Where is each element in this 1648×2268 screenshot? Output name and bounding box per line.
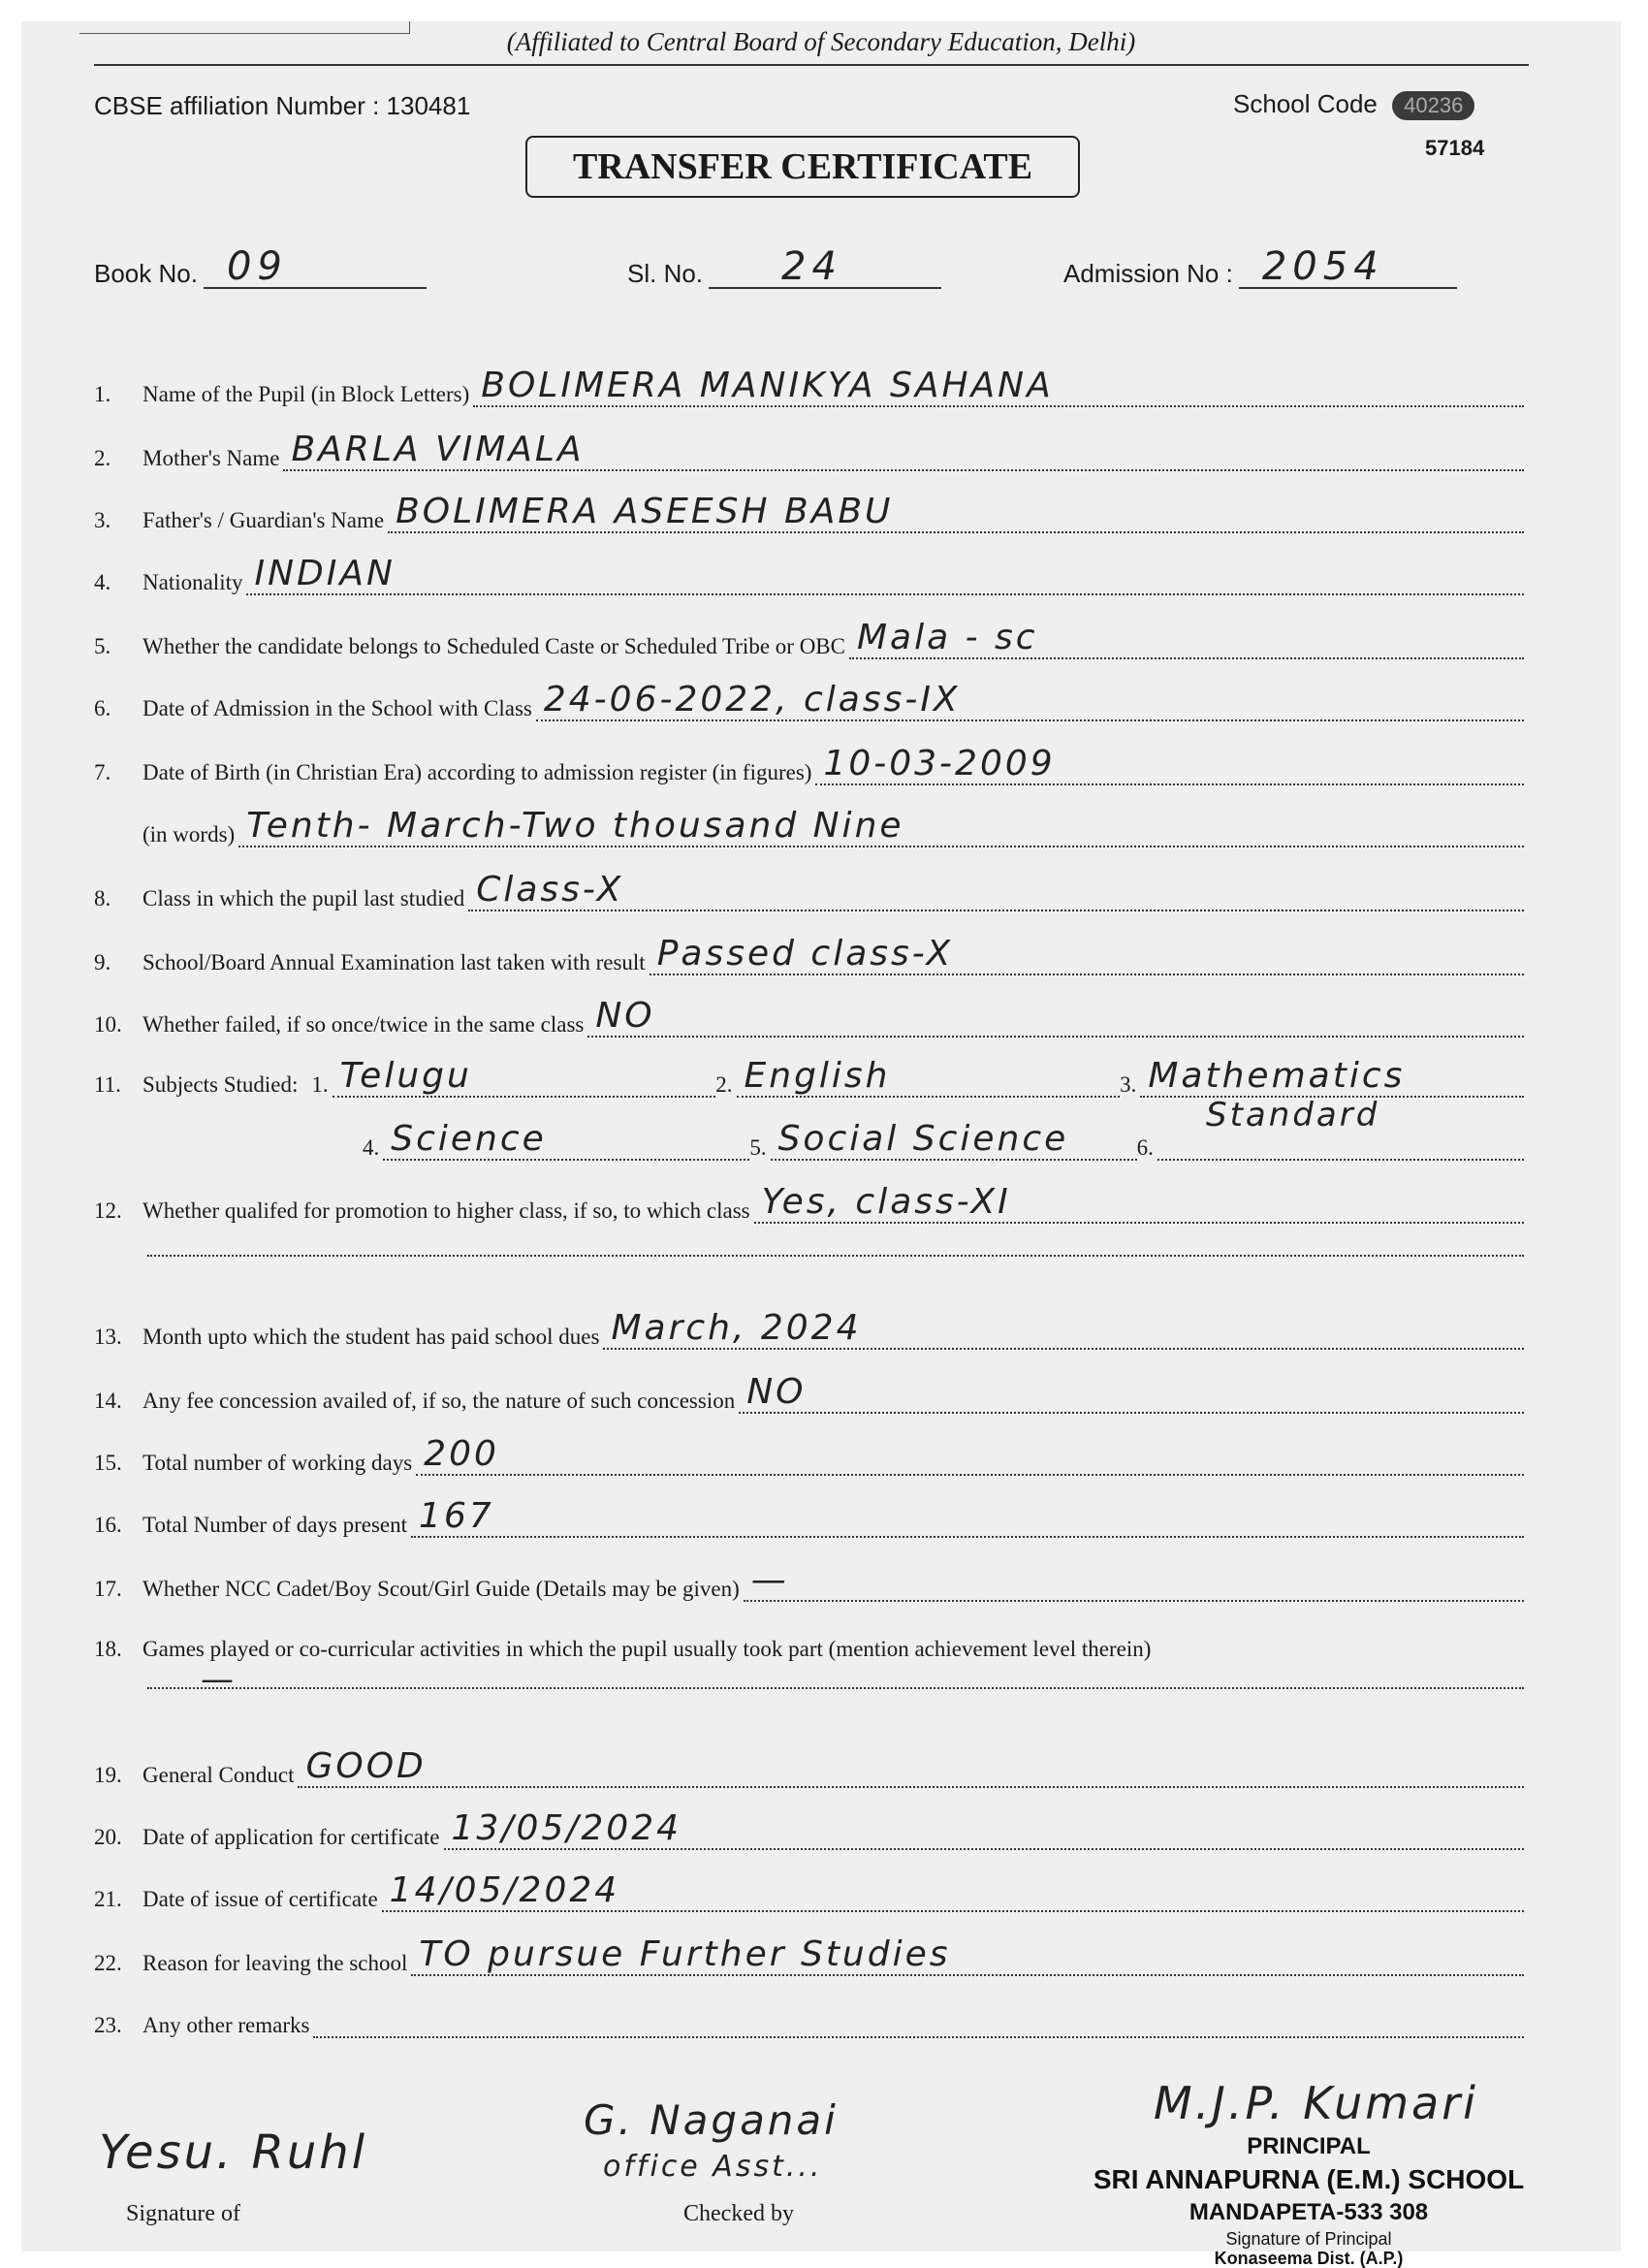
field-number: 5. bbox=[94, 634, 111, 658]
field-label: Whether qualifed for promotion to higher class, if so, to which class bbox=[143, 1198, 750, 1223]
field-label: Any other remarks bbox=[143, 2013, 310, 2037]
field-number: 10. bbox=[94, 1012, 122, 1037]
field-label: Whether failed, if so once/twice in the same class bbox=[143, 1012, 585, 1037]
class-teacher-signature: Yesu. Ruhl bbox=[99, 2125, 368, 2180]
field-label: School/Board Annual Examination last taken with result bbox=[143, 950, 646, 974]
field-number: 9. bbox=[94, 950, 111, 974]
field-value: 167 bbox=[419, 1496, 494, 1536]
field-label: Total Number of days present bbox=[143, 1513, 408, 1537]
blank-line-18 bbox=[147, 1687, 1524, 1689]
field-row bbox=[94, 432, 1524, 471]
sl-no-label: Sl. No. bbox=[627, 259, 704, 288]
subject-2: English bbox=[744, 1056, 891, 1096]
book-no-value: 09 bbox=[226, 244, 288, 289]
field-label: Name of the Pupil (in Block Letters) bbox=[143, 382, 470, 406]
field-row bbox=[94, 1934, 1524, 1976]
field-line bbox=[473, 366, 1524, 407]
field-row bbox=[94, 368, 1524, 407]
book-no-label: Book No. bbox=[94, 259, 198, 288]
field-line bbox=[416, 1434, 1524, 1476]
field-value: Passed class-X bbox=[656, 934, 954, 974]
field-line bbox=[468, 870, 1524, 911]
field-row bbox=[94, 1308, 1524, 1350]
field-value: BARLA VIMALA bbox=[291, 430, 585, 469]
cbse-affiliation-number: CBSE affiliation Number : 130481 bbox=[94, 91, 471, 120]
field-value: 24-06-2022, class-IX bbox=[543, 680, 961, 719]
field-line bbox=[246, 554, 1524, 595]
field-line bbox=[298, 1746, 1524, 1788]
field-line bbox=[411, 1934, 1524, 1976]
field-row bbox=[94, 618, 1524, 659]
field-number: 21. bbox=[94, 1887, 122, 1911]
field-number: 7. bbox=[94, 760, 111, 784]
field-label: Date of Admission in the School with Class bbox=[143, 696, 532, 720]
field-row bbox=[94, 1372, 1524, 1414]
signature-of-label: Signature of bbox=[126, 2201, 240, 2226]
book-no-field bbox=[94, 244, 427, 289]
field-row bbox=[94, 1182, 1524, 1224]
field-label: Total number of working days bbox=[143, 1451, 413, 1475]
field-row bbox=[94, 554, 1524, 595]
field-row bbox=[94, 492, 1524, 533]
field-value: GOOD bbox=[305, 1746, 427, 1786]
checked-by-label: Checked by bbox=[683, 2201, 794, 2226]
field-row bbox=[94, 1434, 1524, 1476]
field-value: INDIAN bbox=[254, 554, 396, 593]
school-code bbox=[1233, 89, 1474, 120]
certificate-page bbox=[21, 21, 1621, 2268]
field-value: Mala - sc bbox=[856, 618, 1038, 657]
field-value: NO bbox=[595, 996, 655, 1036]
field-row bbox=[94, 806, 1524, 847]
field-row bbox=[94, 870, 1524, 911]
field-row bbox=[94, 1746, 1524, 1788]
field-line bbox=[603, 1308, 1524, 1350]
field-line bbox=[849, 618, 1524, 659]
field-number: 13. bbox=[94, 1325, 122, 1349]
field-number: 8. bbox=[94, 886, 111, 910]
checker-role: office Asst... bbox=[603, 2150, 823, 2184]
admission-no-label: Admission No : bbox=[1063, 259, 1233, 288]
subjects-row-1: 11. Subjects Studied: 1. Telugu 2. English 3. Mathematics bbox=[94, 1059, 1524, 1098]
admission-no-field bbox=[1063, 244, 1457, 289]
field-line bbox=[587, 996, 1524, 1038]
field-row bbox=[94, 744, 1524, 785]
certificate-title: TRANSFER CERTIFICATE bbox=[525, 136, 1080, 198]
field-value: NO bbox=[746, 1372, 807, 1412]
field-value: 200 bbox=[424, 1434, 499, 1474]
field-number: 4. bbox=[94, 570, 111, 594]
field-line bbox=[444, 1808, 1524, 1850]
subjects-row-2: 4. Science 5. Social Science 6. bbox=[363, 1122, 1524, 1161]
field-number: 12. bbox=[94, 1198, 122, 1223]
subject-5: Social Science bbox=[777, 1119, 1069, 1159]
field-value: 10-03-2009 bbox=[823, 744, 1056, 783]
school-code-old: 40236 bbox=[1392, 91, 1474, 120]
checker-signature: G. Naganai bbox=[584, 2096, 839, 2144]
field-row bbox=[94, 934, 1524, 975]
school-code-label: School Code bbox=[1233, 89, 1378, 118]
field-row bbox=[94, 996, 1524, 1038]
field-value: BOLIMERA MANIKYA SAHANA bbox=[481, 366, 1054, 405]
field-number: 20. bbox=[94, 1825, 122, 1849]
field-value: — bbox=[201, 1660, 237, 1699]
blank-line-12 bbox=[147, 1255, 1524, 1257]
field-value: Tenth- March-Two thousand Nine bbox=[246, 806, 904, 846]
field-label: Date of issue of certificate bbox=[143, 1887, 378, 1911]
field-row bbox=[94, 1999, 1524, 2038]
field-row bbox=[94, 1560, 1524, 1602]
subjects-label: Subjects Studied: bbox=[143, 1072, 299, 1097]
field-number: 14. bbox=[94, 1389, 122, 1413]
subject-3-note: Standard bbox=[1206, 1096, 1380, 1134]
header-divider bbox=[94, 64, 1529, 66]
field-row bbox=[94, 1496, 1524, 1538]
subject-4: Science bbox=[391, 1119, 547, 1159]
field-label: Nationality bbox=[143, 570, 243, 594]
field-label: Whether NCC Cadet/Boy Scout/Girl Guide (Details may be given) bbox=[143, 1577, 740, 1601]
field-value: 14/05/2024 bbox=[389, 1870, 620, 1910]
field-row bbox=[94, 680, 1524, 721]
field-number: 15. bbox=[94, 1451, 122, 1475]
field-number: 1. bbox=[94, 382, 111, 406]
field-line bbox=[283, 430, 1524, 471]
field-line bbox=[388, 492, 1524, 533]
field-number: 16. bbox=[94, 1513, 122, 1537]
sl-no-field bbox=[627, 244, 941, 289]
field-number: 3. bbox=[94, 508, 111, 532]
field-line bbox=[650, 934, 1524, 975]
field-number: 18. bbox=[94, 1637, 122, 1661]
field-value: Yes, class-XI bbox=[761, 1182, 1011, 1222]
field-label: Whether the candidate belongs to Scheduled Caste or Scheduled Tribe or OBC bbox=[143, 634, 845, 658]
field-value: BOLIMERA ASEESH BABU bbox=[396, 492, 894, 531]
field-row bbox=[94, 1870, 1524, 1912]
field-label: Date of Birth (in Christian Era) according to admission register (in figures) bbox=[143, 760, 812, 784]
field-number: 17. bbox=[94, 1577, 122, 1601]
field-label: Class in which the pupil last studied bbox=[143, 886, 465, 910]
field-line bbox=[238, 806, 1524, 847]
field-value: March, 2024 bbox=[611, 1308, 862, 1348]
field-label: Date of application for certificate bbox=[143, 1825, 440, 1849]
field-value: — bbox=[750, 1560, 789, 1600]
affiliation-line: (Affiliated to Central Board of Secondary Education, Delhi) bbox=[506, 27, 1136, 56]
field-label: Mother's Name bbox=[143, 446, 280, 470]
field-label: Reason for leaving the school bbox=[143, 1951, 408, 1975]
subject-1: Telugu bbox=[339, 1056, 472, 1096]
subject-3: Mathematics bbox=[1148, 1056, 1406, 1096]
field-line bbox=[739, 1372, 1524, 1414]
sl-no-value: 24 bbox=[781, 244, 842, 289]
admission-no-value: 2054 bbox=[1261, 244, 1384, 289]
field-label: Any fee concession availed of, if so, the nature of such concession bbox=[143, 1389, 736, 1413]
field-line bbox=[313, 2009, 1524, 2038]
field-number: 22. bbox=[94, 1951, 122, 1975]
field-value: Class-X bbox=[476, 870, 624, 910]
field-line bbox=[411, 1496, 1524, 1538]
school-code-new: 57184 bbox=[1425, 136, 1485, 160]
field-row bbox=[94, 1623, 1524, 1662]
field-value: TO pursue Further Studies bbox=[419, 1934, 951, 1974]
field-line bbox=[536, 680, 1524, 721]
field-label: Month upto which the student has paid school dues bbox=[143, 1325, 600, 1349]
field-line bbox=[815, 744, 1524, 785]
school-stamp: PRINCIPAL SRI ANNAPURNA (E.M.) SCHOOL MANDAPETA-533 308 Signature of Principal Konaseema Dist. (A.P.) bbox=[1093, 2133, 1525, 2268]
field-number: 6. bbox=[94, 696, 111, 720]
field-value: 13/05/2024 bbox=[451, 1808, 682, 1848]
field-label: Father's / Guardian's Name bbox=[143, 508, 385, 532]
field-line bbox=[744, 1560, 1524, 1602]
field-label: (in words) bbox=[143, 822, 236, 847]
field-number: 2. bbox=[94, 446, 111, 470]
field-line bbox=[754, 1182, 1524, 1224]
field-row bbox=[94, 1808, 1524, 1850]
principal-signature: M.J.P. Kumari bbox=[1154, 2077, 1478, 2129]
field-label: Games played or co-curricular activities in which the pupil usually took part (mention achievement level therein) bbox=[143, 1637, 1152, 1661]
field-number: 23. bbox=[94, 2013, 122, 2037]
field-number: 19. bbox=[94, 1763, 122, 1787]
field-label: General Conduct bbox=[143, 1763, 295, 1787]
field-line bbox=[382, 1870, 1524, 1912]
